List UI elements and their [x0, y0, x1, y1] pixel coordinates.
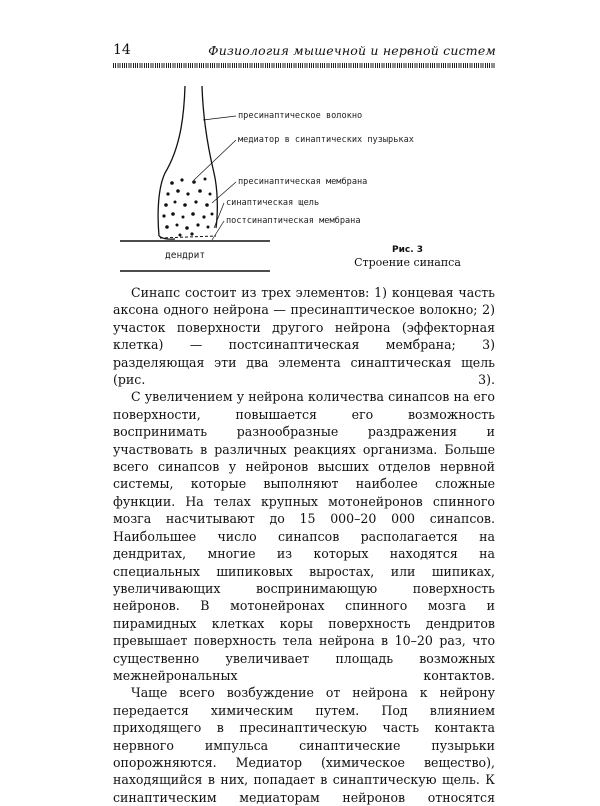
paragraph: Синапс состоит из трех элементов: 1) концевая часть аксона одного нейрона — пресинаптическое волокно; 2) участок поверхности другого нейрона (эффекторная клетка) — постсинаптическая мембрана; 3) разделяющая эти два элемента синаптическая щель (рис. 3).	[113, 285, 495, 388]
header-rule	[113, 63, 496, 68]
fiber-right-outline	[202, 86, 217, 228]
running-title: Физиология мышечной и нервной систем	[208, 43, 496, 58]
synaptic-vesicles	[162, 178, 213, 237]
page-number: 14	[113, 42, 131, 58]
caption-title: Строение синапса	[354, 256, 461, 269]
label-mediator: медиатор в синаптических пузырьках	[238, 135, 414, 145]
body-text	[113, 284, 495, 806]
presynaptic-membrane	[160, 236, 216, 238]
label-presynaptic-fiber: пресинаптическое волокно	[238, 111, 363, 121]
caption-number: Рис. 3	[391, 245, 424, 255]
paragraph: С увеличением у нейрона количества синапсов на его поверхности, повышается его возможность воспринимать разнообразные раздражения и участвовать в различных реакциях организма. Больше всего синапсов у нейронов высших отделов нервной системы, которые выполняют наиболее сложные функции. На телах крупных мотонейронов спинного мозга насчитывают до 15 000–20 000 синапсов. Наибольшее число синапсов располагается на дендритах, многие из которых находятся на специальных шипиковых выростах, или шипиках, увеличивающих воспринимающую поверхность нейронов. В мотонейронах спинного мозга и пирамидных клетках коры поверхность дендритов превышает поверхность тела нейрона в 10–20 раз, что существенно увеличивает площадь возможных межнейрональных контактов.	[113, 389, 495, 683]
label-presynaptic-membrane: пресинаптическая мембрана	[238, 177, 368, 187]
label-synaptic-cleft: синаптическая щель	[226, 198, 320, 208]
figure-caption	[330, 244, 485, 269]
page-header	[113, 38, 496, 62]
label-postsynaptic-membrane: постсинаптическая мембрана	[226, 216, 361, 226]
paragraph: Чаще всего возбуждение от нейрона к нейрону передается химическим путем. Под влиянием приходящего в пресинаптическую часть контакта нервного импульса синаптические пузырьки опорожняются. Медиатор (химическое вещество), находящийся в них, попадает в синаптическую щель. К синаптическим медиаторам нейронов относятся	[113, 685, 495, 805]
label-dendrite: дендрит	[165, 250, 206, 261]
